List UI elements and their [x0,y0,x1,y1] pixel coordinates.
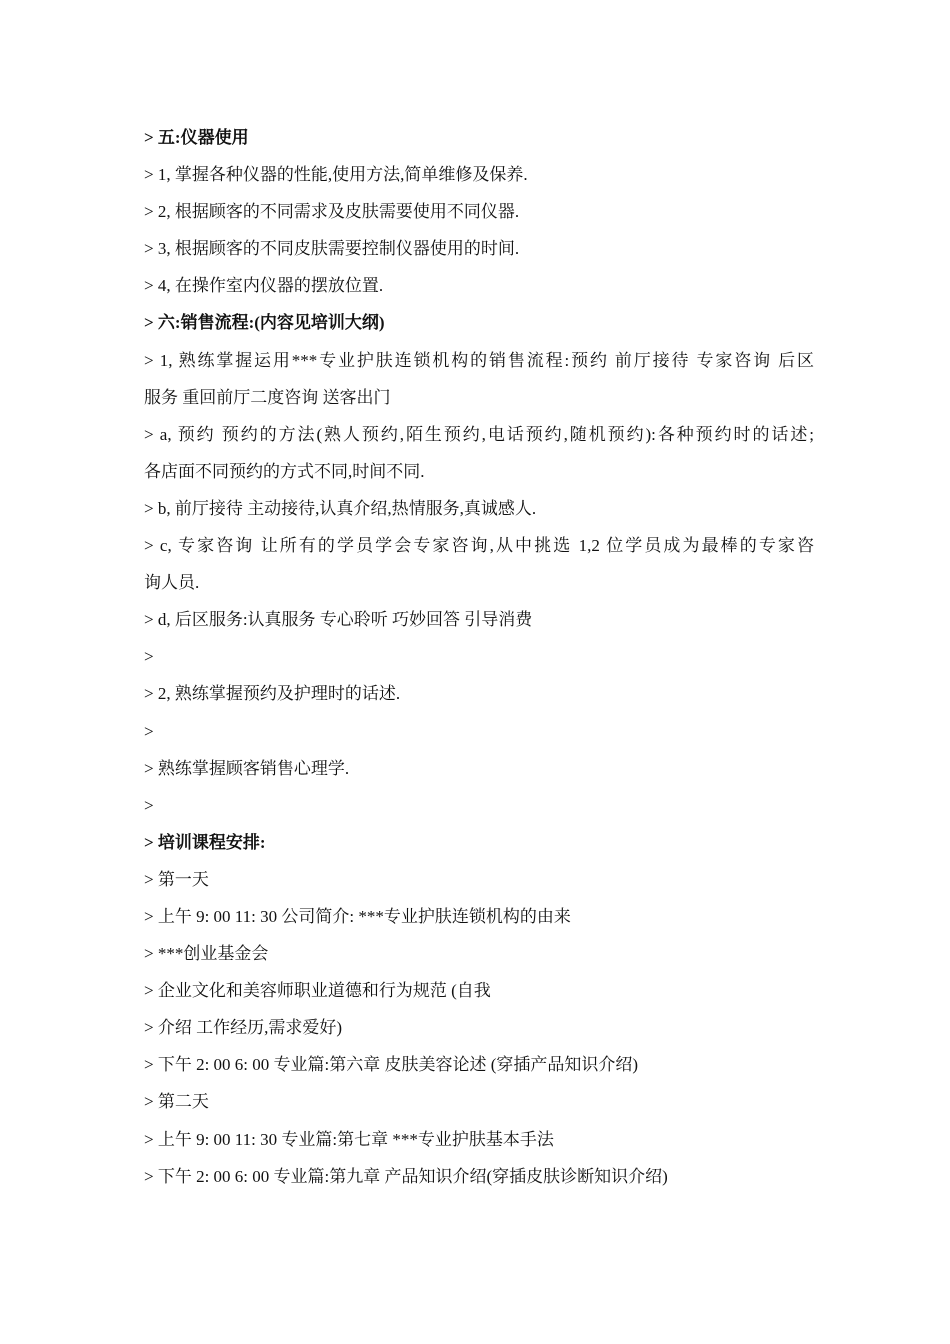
text-line: > [144,721,154,741]
text-line: > 4, 在操作室内仪器的摆放位置. [144,276,384,296]
text-line: > 1, 熟练掌握运用***专业护肤连锁机构的销售流程:预约 前厅接待 专家咨询 后区 [144,350,814,370]
text-line: 询人员. [144,573,200,593]
text-line: > 上午 9: 00 11: 30 专业篇:第七章 ***专业护肤基本手法 [144,1129,554,1149]
text-line: > 第二天 [144,1092,209,1112]
text-line: > ***创业基金会 [144,944,269,964]
text-line: 各店面不同预约的方式不同,时间不同. [144,461,425,481]
text-line: > a, 预约 预约的方法(熟人预约,陌生预约,电话预约,随机预约):各种预约时的话述; [144,424,814,444]
text-line: > 3, 根据顾客的不同皮肤需要控制仪器使用的时间. [144,239,520,259]
text-line: > 企业文化和美容师职业道德和行为规范 (自我 [144,981,491,1001]
text-line: > 熟练掌握顾客销售心理学. [144,758,350,778]
text-line: > 上午 9: 00 11: 30 公司简介: ***专业护肤连锁机构的由来 [144,906,571,926]
text-line: > c, 专家咨询 让所有的学员学会专家咨询,从中挑选 1,2 位学员成为最棒的专家咨 [144,536,814,556]
text-line: > 1, 掌握各种仪器的性能,使用方法,简单维修及保养. [144,165,528,185]
section-heading-sales-process: > 六:销售流程:(内容见培训大纲) [144,313,385,333]
section-heading-training-schedule: > 培训课程安排: [144,832,266,852]
section-heading-instruments: > 五:仪器使用 [144,128,249,147]
text-line: > [144,647,154,667]
text-line: > 介绍 工作经历,需求爱好) [144,1018,342,1038]
text-line: > 第一天 [144,869,209,889]
text-line: > d, 后区服务:认真服务 专心聆听 巧妙回答 引导消费 [144,610,533,630]
text-line: > 下午 2: 00 6: 00 专业篇:第六章 皮肤美容论述 (穿插产品知识介绍) [144,1055,639,1075]
document-page [144,119,814,1195]
text-line: 服务 重回前厅二度咨询 送客出门 [144,387,391,407]
text-line: > 2, 熟练掌握预约及护理时的话述. [144,684,401,704]
text-line: > 下午 2: 00 6: 00 专业篇:第九章 产品知识介绍(穿插皮肤诊断知识介绍) [144,1166,668,1186]
text-line: > 2, 根据顾客的不同需求及皮肤需要使用不同仪器. [144,202,520,222]
text-line: > b, 前厅接待 主动接待,认真介绍,热情服务,真诚感人. [144,498,537,518]
text-line: > [144,795,154,815]
